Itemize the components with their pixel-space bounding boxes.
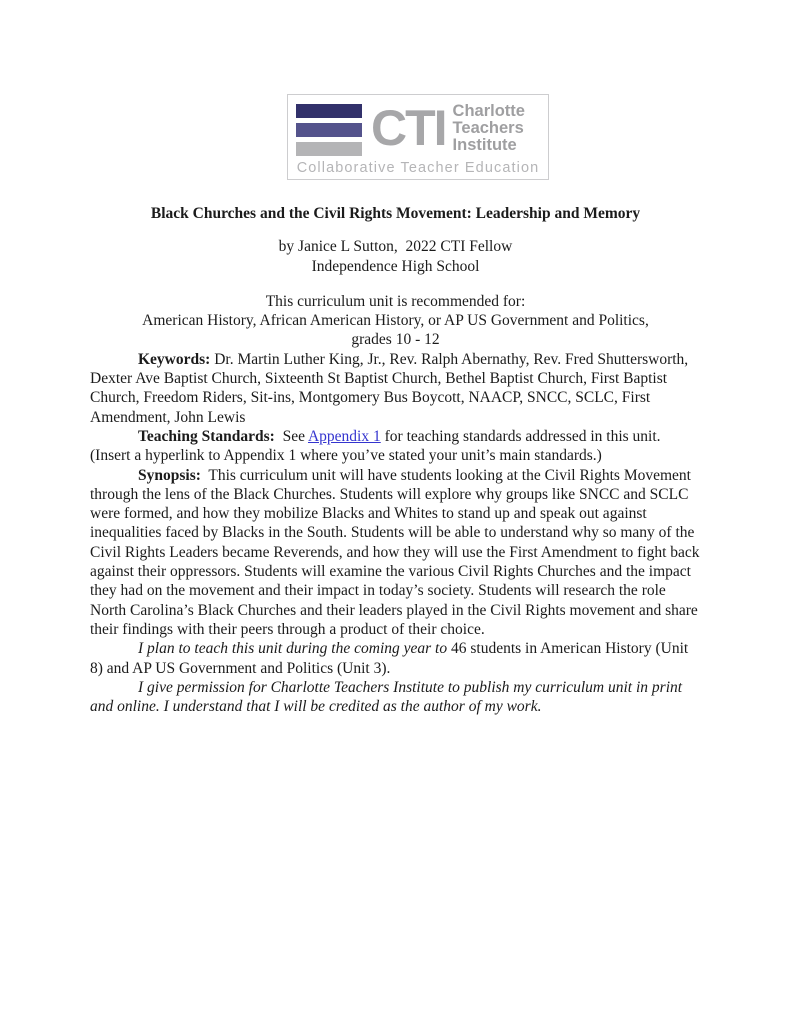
cti-logo-wordmark — [453, 103, 525, 154]
teaching-standards-label: Teaching Standards: — [138, 427, 275, 445]
cti-logo-tagline: Collaborative Teacher Education — [296, 160, 540, 176]
cti-logo-bar-navy — [296, 104, 362, 118]
byline-block — [90, 237, 701, 276]
permission-text: I give permission for Charlotte Teachers Institute to publish my curriculum unit in print and online. I understand that I will be credited as the author of my work. — [90, 678, 686, 716]
document-content — [0, 204, 791, 716]
recommendation-line: grades 10 - 12 — [351, 331, 440, 349]
teach-plan-normal-text: 46 students in American History (Unit 8) and AP US Government and Politics (Unit 3). — [90, 640, 693, 677]
author-byline: by Janice L Sutton, 2022 CTI Fellow — [278, 238, 513, 256]
teaching-standards-paragraph — [90, 427, 701, 466]
author-school: Independence High School — [311, 257, 480, 275]
permission-paragraph — [90, 678, 701, 717]
synopsis-label: Synopsis: — [138, 466, 201, 484]
cti-logo-acronym: CTI — [371, 100, 446, 156]
cti-logo-wordmark-line: Charlotte — [452, 102, 525, 120]
cti-logo — [287, 94, 549, 180]
teach-plan-italic-text: I plan to teach this unit during the coming year to — [138, 640, 448, 658]
recommendation-block — [90, 292, 701, 350]
cti-logo-bar-gray — [296, 142, 362, 156]
cti-logo-bar-purple — [296, 123, 362, 137]
synopsis-paragraph — [90, 466, 704, 640]
keywords-label: Keywords: — [138, 350, 211, 368]
teaching-standards-post-link-text: for teaching standards addressed in this unit. (Insert a hyperlink to Appendix 1 where you’ve stated your unit’s main standards.) — [90, 427, 665, 465]
recommendation-line: This curriculum unit is recommended for: — [265, 292, 526, 310]
teaching-standards-pre-link-text: See — [274, 427, 308, 445]
teach-plan-paragraph — [90, 639, 701, 678]
page-title: Black Churches and the Civil Rights Movement: Leadership and Memory — [150, 205, 641, 222]
appendix-1-link[interactable]: Appendix 1 — [307, 427, 381, 445]
keywords-text: Dr. Martin Luther King, Jr., Rev. Ralph Abernathy, Rev. Fred Shuttersworth, Dexter Ave Baptist Church, Sixteenth St Baptist Church, Bethel Baptist Church, First Baptist Church, Freedom Riders, Sit-ins, Montgomery Bus Boycott, NAACP, SNCC, SCLC, First Amendment, John Lewis — [90, 350, 693, 426]
cti-logo-wordmark-line: Institute — [452, 136, 517, 154]
cti-logo-bars-icon — [296, 104, 362, 156]
cti-logo-top-row — [296, 101, 540, 157]
recommendation-line: American History, African American History, or AP US Government and Politics, — [142, 312, 649, 330]
cti-logo-wordmark-line: Teachers — [452, 119, 524, 137]
keywords-paragraph — [90, 350, 701, 427]
synopsis-text: This curriculum unit will have students looking at the Civil Rights Movement through the lens of the Black Churches. Students will explore why groups like SNCC and SCLC were formed, and how they mobilize Blacks and Whites to stand up and speak out against inequalities faced by Blacks in the South. Students will be able to understand why so many of the Civil Rights Leaders became Reverends, and how they will use the First Amendment to fight back against their oppressors. Students will examine the various Civil Rights Churches and the impact they had on the movement and their impact in today’s society. Students will research the role North Carolina’s Black Churches and their leaders played in the Civil Rights movement and share their findings with their peers through a product of their choice. — [90, 466, 704, 638]
